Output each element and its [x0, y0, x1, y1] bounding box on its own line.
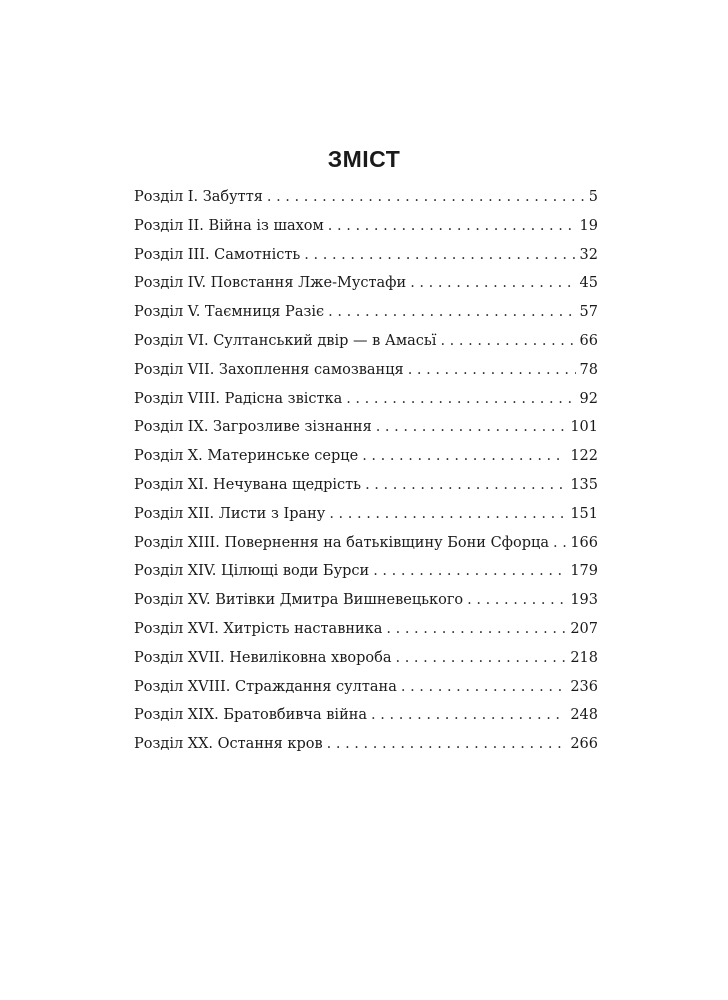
- toc-entry-label: Розділ XII. Листи з Ірану: [134, 505, 326, 522]
- toc-entry-label: Розділ VII. Захоплення самозванця: [134, 361, 404, 378]
- toc-entry: [134, 385, 598, 414]
- toc-entry-page-number: 179: [570, 563, 598, 580]
- toc-entry: [134, 730, 598, 759]
- toc-entry-label: Розділ XI. Нечувана щедрість: [134, 476, 362, 493]
- dot-leader: [304, 241, 575, 270]
- dot-leader: [267, 183, 585, 212]
- toc-entry: [134, 413, 598, 442]
- toc-entry-label: Розділ XX. Остання кров: [134, 736, 323, 753]
- toc-entry-page-number: 57: [579, 304, 598, 321]
- toc-entry-label: Розділ III. Самотність: [134, 246, 301, 263]
- toc-entry-label: Розділ XVI. Хитрість наставника: [134, 620, 383, 637]
- toc-entry-page-number: 101: [570, 419, 598, 436]
- dot-leader: [553, 529, 566, 558]
- toc-entry: [134, 442, 598, 471]
- toc-entry: [134, 241, 598, 270]
- dot-leader: [371, 701, 566, 730]
- toc-entry-page-number: 151: [570, 505, 598, 522]
- toc-entry-page-number: 135: [570, 476, 598, 493]
- toc-entry-page-number: 193: [570, 592, 598, 609]
- toc-entry-page-number: 122: [570, 448, 598, 465]
- toc-entry-page-number: 236: [570, 678, 598, 695]
- toc-entry: [134, 529, 598, 558]
- toc-entry-label: Розділ I. Забуття: [134, 189, 263, 205]
- toc-entry-page-number: 66: [579, 332, 598, 349]
- dot-leader: [395, 644, 566, 673]
- toc-list: [134, 183, 598, 759]
- toc-entry: [134, 327, 598, 356]
- dot-leader: [329, 500, 566, 529]
- toc-entry-label: Розділ XV. Витівки Дмитра Вишневецького: [134, 592, 464, 609]
- toc-entry-label: Розділ VIII. Радісна звістка: [134, 390, 343, 407]
- toc-entry-page-number: 92: [579, 390, 598, 407]
- toc-entry: [134, 615, 598, 644]
- toc-entry-label: Розділ II. Війна із шахом: [134, 217, 324, 234]
- dot-leader: [410, 269, 575, 298]
- toc-entry: [134, 586, 598, 615]
- dot-leader: [328, 212, 576, 241]
- toc-entry-label: Розділ XVIII. Страждання султана: [134, 678, 397, 695]
- toc-entry-page-number: 32: [579, 246, 598, 263]
- toc-entry-page-number: 78: [579, 361, 598, 378]
- toc-entry-page-number: 207: [570, 620, 598, 637]
- toc-entry-label: Розділ X. Материнське серце: [134, 448, 359, 465]
- toc-entry-label: Розділ V. Таємниця Разіє: [134, 304, 325, 321]
- toc-entry-page-number: 5: [588, 189, 598, 205]
- toc-entry: [134, 298, 598, 327]
- toc-entry-page-number: 166: [570, 534, 598, 551]
- toc-entry-page-number: 266: [570, 736, 598, 753]
- toc-entry-page-number: 218: [570, 649, 598, 666]
- toc-entry: [134, 500, 598, 529]
- toc-entry-label: Розділ XIII. Повернення на батьківщину Бони Сфорца: [134, 534, 550, 551]
- toc-entry-label: Розділ IX. Загрозливе зізнання: [134, 419, 372, 436]
- dot-leader: [346, 385, 575, 414]
- toc-entry: [134, 557, 598, 586]
- toc-entry: [134, 356, 598, 385]
- toc-entry: [134, 269, 598, 298]
- toc-entry-label: Розділ XIX. Братовбивча війна: [134, 707, 368, 724]
- toc-entry-page-number: 45: [579, 275, 598, 292]
- toc-entry: [134, 471, 598, 500]
- toc-entry: [134, 183, 598, 212]
- dot-leader: [440, 327, 575, 356]
- toc-entry: [134, 673, 598, 702]
- toc-entry: [134, 212, 598, 241]
- toc-entry-label: Розділ XIV. Цілющі води Бурси: [134, 563, 370, 580]
- toc-entry-label: Розділ IV. Повстання Лже-Мустафи: [134, 275, 407, 292]
- toc-entry-page-number: 248: [570, 707, 598, 724]
- toc-entry-label: Розділ VI. Султанський двір — в Амасьї: [134, 332, 437, 349]
- dot-leader: [327, 730, 567, 759]
- dot-leader: [376, 413, 567, 442]
- toc-entry-page-number: 19: [579, 217, 598, 234]
- toc-title: ЗМІСТ: [327, 146, 401, 172]
- dot-leader: [373, 557, 566, 586]
- toc-entry: [134, 644, 598, 673]
- dot-leader: [386, 615, 566, 644]
- dot-leader: [408, 356, 576, 385]
- toc-entry: [134, 701, 598, 730]
- toc-entry-label: Розділ XVII. Невиліковна хвороба: [134, 649, 392, 666]
- dot-leader: [328, 298, 575, 327]
- dot-leader: [467, 586, 566, 615]
- dot-leader: [362, 442, 566, 471]
- dot-leader: [401, 673, 566, 702]
- dot-leader: [365, 471, 566, 500]
